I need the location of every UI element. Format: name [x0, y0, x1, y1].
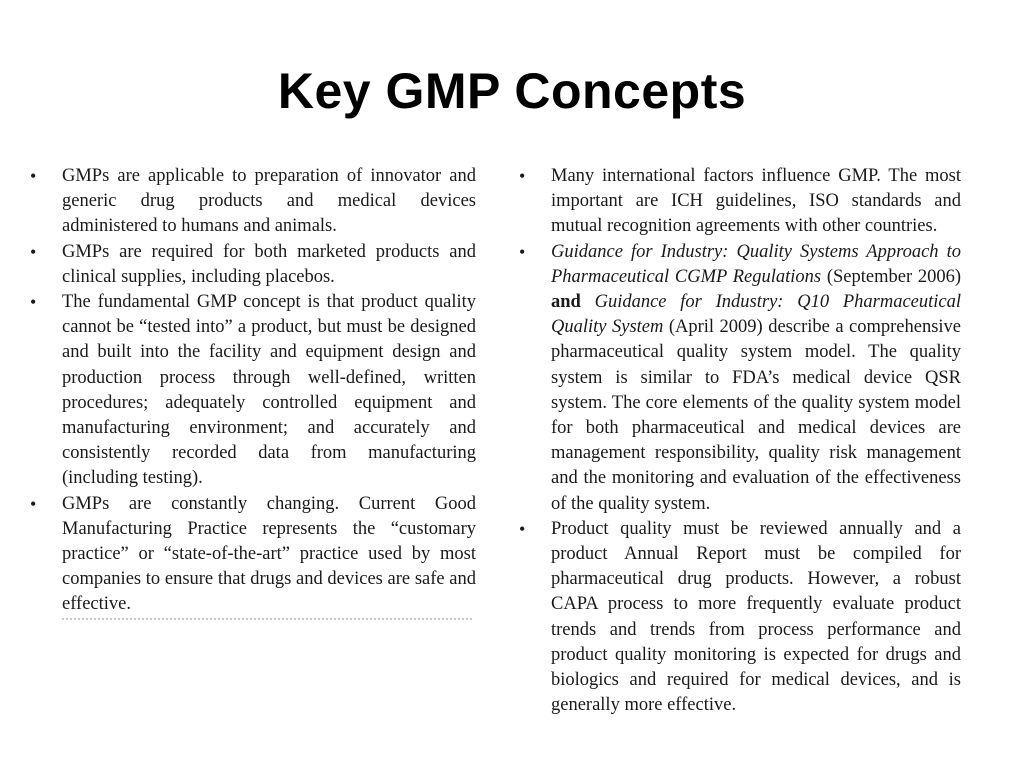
bullet-item: • The fundamental GMP concept is that product quality cannot be “tested into” a product, but must be designed and built into the facility and equipment design and production process through well-defined, written procedures; adequately controlled equipment and manufacturing environment; and accurately and consistently recorded data from manufacturing (including testing).: [30, 290, 476, 492]
cropped-text-edge: [62, 618, 472, 624]
left-bullet-list: [30, 164, 476, 618]
slide-title: Key GMP Concepts: [277, 63, 747, 119]
bullet-item: • GMPs are constantly changing. Current Good Manufacturing Practice represents the “customary practice” or “state-of-the-art” practice used by most companies to ensure that drugs and devices are safe and effective.: [30, 492, 476, 618]
bullet-item: [519, 240, 961, 517]
conjunction-and: and: [551, 292, 581, 313]
guidance-title-qs: Guidance for Industry: Quality Systems Approach to Pharmaceutical CGMP Regulations: [551, 241, 961, 287]
bullet-item: • GMPs are required for both marketed products and clinical supplies, including placebos.: [30, 240, 476, 290]
bullet-item: • Product quality must be reviewed annually and a product Annual Report must be compiled for pharmaceutical drug products. However, a robust CAPA process to more frequently evaluate product trends and trends from process performance and product quality monitoring is expected for drugs and biologics and required for medical devices, and is generally more effective.: [519, 517, 961, 719]
right-bullet-list: [519, 164, 961, 718]
guidance-date: (September 2006): [821, 266, 961, 287]
bullet-item: • Many international factors influence GMP. The most important are ICH guidelines, ISO standards and mutual recognition agreements with other countries.: [519, 164, 961, 240]
bullet-item: • GMPs are applicable to preparation of innovator and generic drug products and medical devices administered to humans and animals.: [30, 164, 476, 240]
left-column: [30, 164, 476, 618]
right-column: [519, 164, 961, 718]
guidance-title-q10: Guidance for Industry: Q10 Pharmaceutical Quality System: [551, 292, 961, 338]
bullet-text: (April 2009) describe a comprehensive pharmaceutical quality system model. The quality system is similar to FDA’s medical device QSR system. The core elements of the quality system model for both pharmaceutical and medical devices are management responsibility, quality risk management and the monitoring and evaluation of the effectiveness of the quality system.: [551, 317, 961, 514]
